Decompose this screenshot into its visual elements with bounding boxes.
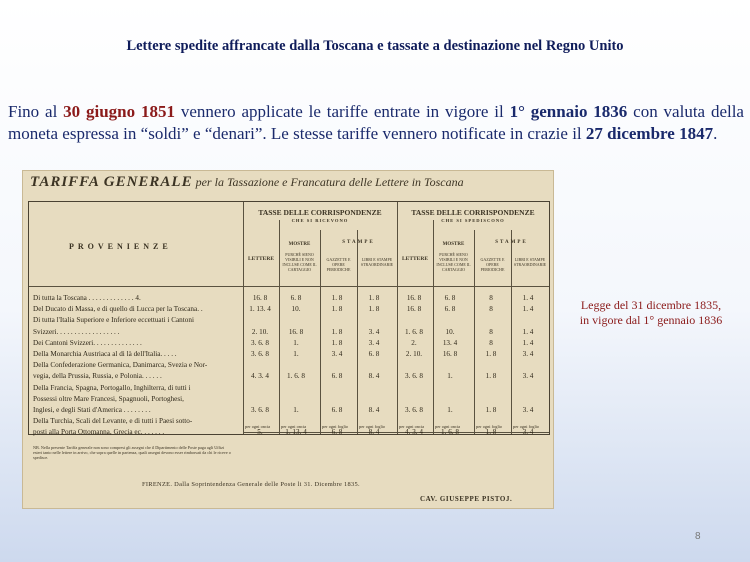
table-cell: 1. (293, 350, 299, 358)
table-cell: 1. 8 (368, 294, 380, 302)
column-rule (474, 230, 475, 434)
date-highlight-2: 1° gennaio 1836 (509, 102, 628, 121)
table-cell: 4. 3. 4 (405, 428, 423, 437)
table-cell: 6. 8 (368, 350, 380, 358)
table-cell: 2. 10. (251, 327, 269, 336)
column-rule (243, 202, 244, 434)
row-label: Di tutta l'Italia Superiore e Inferiore eccettuati i Cantoni (33, 316, 194, 325)
intro-text-3: con valuta della moneta espressa in “soldi” e “denari”. Le stesse tariffe vennero notificate in crazie il (8, 102, 744, 143)
table-cell: 1. 13. 4 (249, 305, 271, 314)
table-cell: 8. 4 (368, 428, 380, 437)
unit-label: per ogni oncia (399, 424, 425, 429)
table-cell: 1. (293, 406, 299, 414)
table-cell: 2. (411, 338, 417, 347)
table-cell: 3. 6. 8 (251, 338, 269, 347)
unit-label: per ogni foglio (359, 424, 386, 429)
col-header-stampe: STAMPE (342, 240, 375, 245)
table-cell: 8 (489, 294, 493, 302)
table-cell: 1. 13. 4 (285, 428, 307, 437)
intro-text-1: Fino al (8, 102, 64, 121)
table-cell: 16. 8 (406, 305, 422, 314)
col-header-gazzette-2: GAZZETTE E OPERE PERIODICHE (480, 257, 505, 272)
table-cell: 3. 4 (368, 338, 380, 347)
table-cell: 1. (293, 338, 299, 347)
table-cell: 3. 4 (368, 327, 380, 336)
table-cell: 1. 8 (331, 327, 343, 336)
table-cell: 6. 8 (331, 406, 343, 414)
side-note (566, 298, 736, 328)
date-highlight-3: 27 dicembre 1847 (585, 124, 714, 143)
table-cell: 6. 8 (331, 428, 343, 437)
col-header-libri-2: LIBRI E STAMPE STRAORDINARIE (513, 257, 547, 267)
table-cell: 3. 4 (522, 372, 534, 381)
intro-paragraph (8, 101, 744, 145)
row-label: Della Francia, Spagna, Portogallo, Inghilterra, di tutti i (33, 383, 191, 392)
date-highlight-1: 30 giugno 1851 (63, 102, 175, 121)
intro-text-4: . (713, 124, 718, 143)
col-header-libri: LIBRI E STAMPE STRAORDINARIE (360, 257, 394, 267)
table-cell: 3. 6. 8 (405, 372, 423, 381)
table-cell: 6. 8 (444, 294, 456, 302)
table-cell: 3. 6. 8 (251, 406, 269, 414)
table-cell: 8 (489, 305, 493, 314)
table-cell: 3. 4 (522, 406, 534, 414)
row-label: Del Ducato di Massa, e di quello di Lucca per la Toscana. . (33, 305, 203, 314)
table-cell: 13. 4 (442, 338, 458, 347)
unit-label: per ogni foglio (322, 424, 349, 429)
group-header-sent: TASSE DELLE CORRISPONDENZE (411, 208, 535, 217)
col-header-mostre-2: MOSTRE (442, 242, 465, 247)
document-signature: CAV. GIUSEPPE PISTOJ. (420, 495, 513, 503)
unit-label: per ogni foglio (476, 424, 503, 429)
table-cell: 3. 4 (331, 350, 343, 358)
table-cell: 3. 6. 8 (405, 406, 423, 414)
unit-label: per ogni oncia (245, 424, 271, 429)
table-cell: 1. 4 (522, 338, 534, 347)
slide-title: Lettere spedite affrancate dalla Toscana e tassate a destinazione nel Regno Unito (126, 38, 624, 54)
table-cell: 1. 4 (522, 327, 534, 336)
column-rule (511, 230, 512, 434)
column-rule (433, 220, 434, 434)
table-note: NB. Nella presente Tariffa generale non sono compresi gli assegni che il Dipartimento delle Poste paga agli Uffizi esteri tanto nelle lettere in arrivo, che sopra quelle in partenza, quali assegni devono esser rimborsati da chi le riceve o spedisce. (33, 445, 231, 460)
row-label: Della Confederazione Germanica, Danimarca, Svezia e Nor- (33, 361, 208, 370)
header-rule (29, 286, 549, 287)
table-cell: 1. 6. 8 (287, 372, 305, 381)
column-rule (320, 230, 321, 434)
table-cell: 1. 8 (485, 372, 497, 381)
table-cell: 6. 8 (444, 305, 456, 314)
table-cell: 8. 4 (368, 372, 380, 381)
row-label: Inglesi, e degli Stati d'America . . . . . . . . (33, 406, 151, 414)
col-header-lettere: LETTERE (248, 256, 274, 262)
group-subheader-sent: CHE SI SPEDISCONO (441, 218, 505, 223)
document-footer: FIRENZE. Dalla Soprintendenza Generale delle Poste li 31. Dicembre 1835. (142, 481, 360, 488)
table-cell: 1. 8 (331, 305, 343, 314)
table-cell: 1. 8 (485, 428, 497, 437)
page-number: 8 (695, 531, 701, 542)
row-label: Possessi oltre Mare Francesi, Spagnuoli, Portoghesi, (33, 394, 184, 403)
table-cell: 1. 8 (368, 305, 380, 314)
unit-label: per ogni oncia (281, 424, 307, 429)
group-header-received: TASSE DELLE CORRISPONDENZE (258, 208, 382, 217)
document-heading-main: TARIFFA GENERALE (30, 174, 193, 190)
column-rule (357, 230, 358, 434)
table-cell: 16. 8 (406, 294, 422, 302)
table-cell: 5. (257, 428, 263, 437)
col-header-purche: PURCHÈ SIENO VISIBILI E NON INCLUSE COME IL CARTAGGIO (282, 252, 317, 272)
col-header-gazzette: GAZZETTE E OPERE PERIODICHE (326, 257, 351, 272)
unit-label: per ogni foglio (513, 424, 540, 429)
table-cell: 8 (489, 338, 493, 347)
tariff-table (28, 201, 550, 460)
provenienze-header: PROVENIENZE (69, 242, 172, 251)
table-cell: 3. 4 (522, 428, 534, 437)
table-cell: 16. 8 (442, 350, 458, 358)
table-cell: 1. 8 (485, 406, 497, 414)
row-label: Svizzeri. . . . . . . . . . . . . . . . . . (33, 327, 120, 336)
table-cell: 8. 4 (368, 406, 380, 414)
table-cell: 3. 6. 8 (251, 350, 269, 358)
table-cell: 1. 8 (331, 338, 343, 347)
document-heading-sub: per la Tassazione e Francatura delle Lettere in Toscana (192, 175, 464, 189)
table-cell: 6. 8 (331, 372, 343, 381)
table-cell: 1. (447, 406, 453, 414)
table-cell: 1. 4 (522, 305, 534, 314)
side-note-line-1: Legge del 31 dicembre 1835, (580, 298, 722, 312)
intro-text-2: vennero applicate le tariffe entrate in vigore il (175, 102, 510, 121)
row-label: Dei Cantoni Svizzeri. . . . . . . . . . . . . . (33, 338, 142, 347)
side-note-line-2: in vigore dal 1° gennaio 1836 (579, 313, 723, 327)
table-cell: 3. 4 (522, 350, 534, 358)
tariff-document-image (22, 170, 554, 509)
table-cell: 2. 10. (405, 350, 423, 358)
table-cell: 4. 3. 4 (251, 372, 269, 381)
col-header-mostre: MOSTRE (288, 242, 311, 247)
col-header-lettere-2: LETTERE (402, 256, 428, 262)
row-label: vegia, della Prussia, Russia, e Polonia. . . . . . (33, 372, 162, 381)
row-label: Della Turchia, Scali del Levante, e di tutti i Paesi sotto- (33, 417, 193, 426)
col-header-stampe-2: STAMPE (495, 240, 528, 245)
row-label: posti alla Porta Ottomanna, Grecia ec. . . . . . . (33, 428, 165, 437)
table-cell: 16. 8 (252, 294, 268, 302)
row-label: Di tutta la Toscana . . . . . . . . . . . . . 4. (33, 294, 141, 302)
table-cell: 1. 8 (485, 350, 497, 358)
table-cell: 8 (489, 327, 493, 336)
group-subheader-received: CHE SI RICEVONO (291, 218, 349, 223)
table-cell: 1. 6. 8 (441, 428, 459, 437)
column-rule (279, 220, 280, 434)
table-cell: 1. 8 (331, 294, 343, 302)
col-header-purche-2: PURCHÈ SIENO VISIBILI E NON INCLUSE COME IL CARTAGGIO (436, 252, 471, 272)
table-cell: 16. 8 (288, 327, 304, 336)
table-cell: 1. 4 (522, 294, 534, 302)
unit-label: per ogni oncia (435, 424, 461, 429)
table-cell: 6. 8 (290, 294, 302, 302)
table-cell: 10. (291, 305, 301, 314)
document-heading (30, 174, 464, 191)
row-label: Della Monarchia Austriaca al di là dell'Italia. . . . . (33, 350, 177, 358)
table-cell: 1. 6. 8 (405, 327, 423, 336)
table-cell: 1. (447, 372, 453, 381)
column-rule (397, 202, 398, 434)
table-cell: 10. (445, 327, 455, 336)
